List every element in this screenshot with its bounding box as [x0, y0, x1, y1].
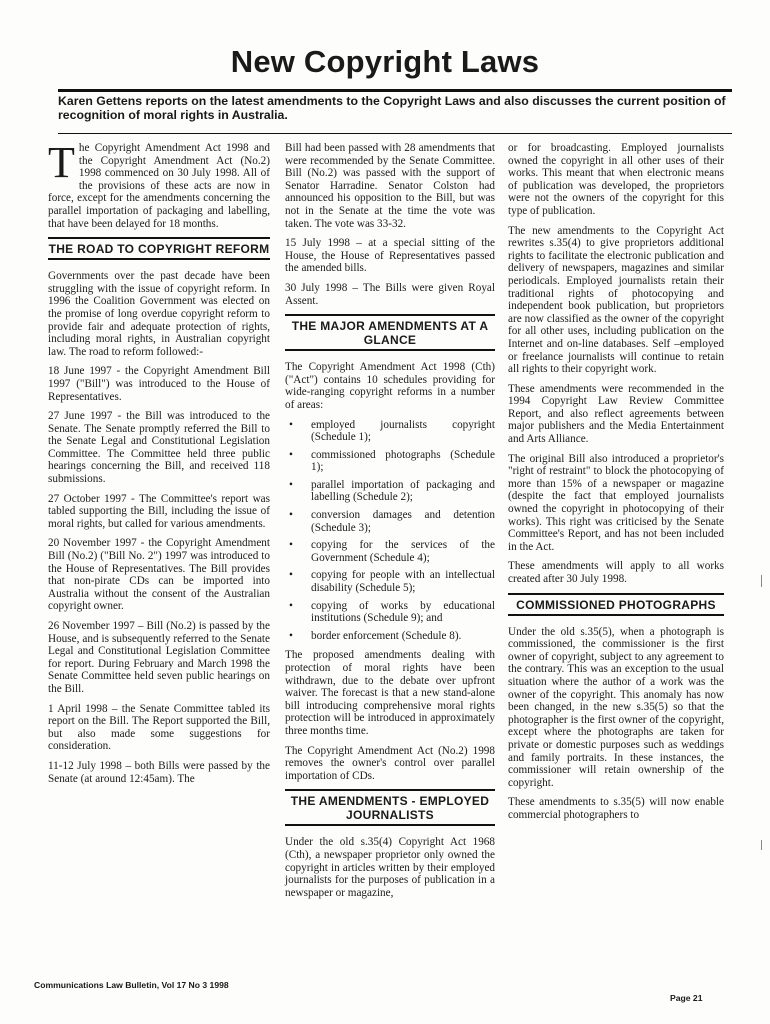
- page-number: Page 21: [670, 993, 703, 1003]
- paragraph: 15 July 1998 – at a special sitting of the House, the House of Representatives passed the amended bills.: [285, 237, 495, 275]
- list-item: • copying for people with an intellectual disability (Schedule 5);: [285, 569, 495, 594]
- paragraph: Bill had been passed with 28 amendments that were recommended by the Senate Committee. Bill (No.2) was passed with the support of Senator Harradine. Senator Colston had announced his opposition to the Bill, but was not in the Senate at the time the vote was taken. The vote was 33-32.: [285, 142, 495, 230]
- column-2: [285, 142, 495, 906]
- article-standfirst: Karen Gettens reports on the latest amendments to the Copyright Laws and also discusses the current position of recognition of moral rights in Australia.: [58, 94, 726, 122]
- paragraph: 30 July 1998 – The Bills were given Royal Assent.: [285, 281, 495, 307]
- publication-footer: Communications Law Bulletin, Vol 17 No 3 1998: [34, 980, 229, 990]
- heading-road-to-reform: THE ROAD TO COPYRIGHT REFORM: [48, 237, 270, 260]
- paragraph: These amendments to s.35(5) will now enable commercial photographers to: [508, 796, 724, 821]
- drop-cap: T: [48, 138, 75, 187]
- paragraph: 18 June 1997 - the Copyright Amendment Bill 1997 ("Bill") was introduced to the House of Representatives.: [48, 365, 270, 403]
- column-1: [48, 138, 270, 792]
- paragraph: 20 November 1997 - the Copyright Amendment Bill (No.2) ("Bill No. 2") 1997 was introduced to the House of Representatives. The Bill provides that non-pirate CDs can be imported into Australia without the consent of the Australian copyright owner.: [48, 537, 270, 613]
- paragraph: 27 October 1997 - The Committee's report was tabled supporting the Bill, including the issue of moral rights, but called for various amendments.: [48, 492, 270, 530]
- intro-paragraph: The Copyright Amendment Act 1998 and the Copyright Amendment Act (No.2) 1998 commenced on 30 July 1998. All of the provisions of these acts are now in force, except for the amendments concerning the parallel importation of packaging and labelling, that have been delayed for 18 months.: [48, 138, 270, 230]
- paragraph: 11-12 July 1998 – both Bills were passed by the Senate (at around 12:45am). The: [48, 759, 270, 785]
- paragraph: The proposed amendments dealing with protection of moral rights have been withdrawn, due to the debate over upfront waiver. The forecast is that a new stand-alone bill introducing comprehensive moral rights protection will be introduced in approximately three months time.: [285, 649, 495, 737]
- paragraph: The Copyright Amendment Act 1998 (Cth) ("Act") contains 10 schedules providing for wide-ranging copyright reforms in a number of areas:: [285, 361, 495, 411]
- heading-major-amendments: THE MAJOR AMENDMENTS AT A GLANCE: [285, 314, 495, 351]
- article-title: New Copyright Laws: [230, 44, 540, 79]
- title-rule: [58, 89, 732, 92]
- heading-employed-journalists: THE AMENDMENTS - EMPLOYED JOURNALISTS: [285, 789, 495, 826]
- list-item: • border enforcement (Schedule 8).: [285, 630, 495, 643]
- paragraph: Under the old s.35(5), when a photograph is commissioned, the commissioner is the first owner of copyright, subject to any agreement to the contrary. This was an exception to the usual situation where the author of a work was the owner of the copyright. This anomaly has now been changed, in the new s.35(5) so that the photographer is the first owner of the copyright, except where the photographs are taken for private or domestic purposes such as weddings and family portraits. In these instances, the commissioner will retain ownership of the copyright.: [508, 625, 724, 789]
- paragraph: Under the old s.35(4) Copyright Act 1968 (Cth), a newspaper proprietor only owned the copyright in articles written by their employed journalists for the purposes of publication in a newspaper or magazine,: [285, 836, 495, 899]
- list-item: • parallel importation of packaging and labelling (Schedule 2);: [285, 479, 495, 504]
- scan-edge-mark: [761, 575, 762, 587]
- paragraph: These amendments were recommended in the 1994 Copyright Law Review Committee Report, and also reflect agreements between major publishers and the Media Entertainment and Arts Alliance.: [508, 382, 724, 446]
- paragraph: The Copyright Amendment Act (No.2) 1998 removes the owner's control over parallel importation of CDs.: [285, 744, 495, 782]
- column-3: [508, 142, 724, 829]
- heading-commissioned-photographs: COMMISSIONED PHOTOGRAPHS: [508, 593, 724, 616]
- paragraph: The original Bill also introduced a proprietor's "right of restraint" to block the photocopying of more than 15% of a newspaper or magazine (despite the fact that employed journalists owned the copyright in photocopying of their works). This right was criticised by the Senate Committee's Report, and has not been included in the Act.: [508, 452, 724, 553]
- scan-edge-mark: [761, 840, 762, 850]
- paragraph: Governments over the past decade have been struggling with the issue of copyright reform. In 1996 the Coalition Government was elected on the promise of long overdue copyright reform to provide fair and adequate protection of rights, including moral rights, in Australian copyright law. The road to reform followed:-: [48, 270, 270, 358]
- list-item: • copying for the services of the Government (Schedule 4);: [285, 539, 495, 564]
- paragraph: These amendments will apply to all works created after 30 July 1998.: [508, 560, 724, 585]
- paragraph: The new amendments to the Copyright Act rewrites s.35(4) to give proprietors additional rights to facilitate the electronic publication and delivery of newspapers, magazines and similar periodicals. Employed journalists retain their traditional rights of photocopying and independent book publication, but proprietors are now classified as the owner of the copyright for all other uses, including publication on the Internet and on-line databases. Self –employed or freelance journalists will continue to retain all rights to their copyright work.: [508, 224, 724, 376]
- schedule-list: [285, 419, 495, 643]
- paragraph: 27 June 1997 - the Bill was introduced to the Senate. The Senate promptly referred the Bill to the Senate Legal and Constitutional Legislation Committee. The Committee held three public hearings concerning the Bill, and received 118 submissions.: [48, 410, 270, 486]
- paragraph: 26 November 1997 – Bill (No.2) is passed by the House, and is subsequently referred to the Senate Legal and Constitutional Legislation Committee for report. During February and March 1998 the Senate Committee held seven public hearings on the Bill.: [48, 620, 270, 695]
- list-item: • conversion damages and detention (Schedule 3);: [285, 509, 495, 534]
- list-item: • employed journalists copyright (Schedule 1);: [285, 419, 495, 444]
- standfirst-rule: [58, 133, 732, 134]
- paragraph: or for broadcasting. Employed journalists owned the copyright in all other uses of their works. This meant that when electronic means of publication was developed, the proprietors were not the owners of the copyright for this type of publication.: [508, 142, 724, 217]
- list-item: • commissioned photographs (Schedule 1);: [285, 449, 495, 474]
- list-item: • copying of works by educational institutions (Schedule 9); and: [285, 600, 495, 625]
- paragraph: 1 April 1998 – the Senate Committee tabled its report on the Bill. The Report supported the Bill, but also made some suggestions for consideration.: [48, 702, 270, 753]
